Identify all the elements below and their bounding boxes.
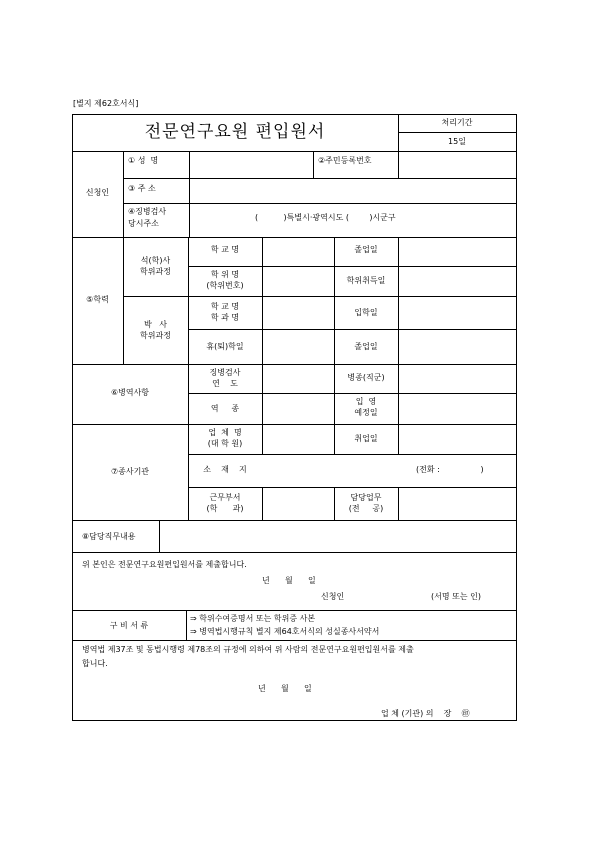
declaration-statement: 위 본인은 전문연구요원편입원서를 제출합니다. <box>82 560 247 569</box>
admission-label: 입학일 <box>354 308 378 317</box>
masters-label-1: 석(학)사 <box>140 256 171 265</box>
service-type-field[interactable] <box>263 394 333 423</box>
draft-address-label-1: ④징병검사 <box>128 207 167 216</box>
doctoral-school-label-2: 학 과 명 <box>210 313 240 322</box>
department-label-1: 근무부서 <box>209 493 241 502</box>
employment-date-label: 취업일 <box>354 434 378 443</box>
documents-label: 구 비 서 류 <box>109 621 149 630</box>
degree-name-label-1: 학 위 명 <box>210 270 240 279</box>
degree-name-label-2: (학위번호) <box>206 281 244 290</box>
department-label-2: (학 과) <box>206 504 244 513</box>
form-title: 전문연구요원 편입원서 <box>144 122 326 142</box>
exam-year-label-1: 징병검사 <box>209 368 241 377</box>
rrn-label: ②주민등록번호 <box>318 156 372 165</box>
service-type-label: 역 종 <box>210 404 240 413</box>
company-name-label-1: 업 체 명 <box>208 428 242 437</box>
masters-graduation-label: 졸업일 <box>354 245 378 254</box>
doctoral-label-1: 박 사 <box>143 320 168 329</box>
masters-graduation-field[interactable] <box>399 238 515 265</box>
exam-year-field[interactable] <box>263 365 333 392</box>
masters-school-field[interactable] <box>263 238 333 265</box>
declaration-applicant-field[interactable] <box>350 589 425 603</box>
duties-field[interactable] <box>160 521 515 551</box>
legal-line-2: 합니다. <box>82 659 108 668</box>
legal-signer: 업 체 (기관) 의 장 ㊞ <box>381 709 470 718</box>
phone-label: (전화 : ) <box>416 465 484 474</box>
draft-address-field[interactable]: ( )특별시·광역시도 ( )시군구 <box>255 213 396 222</box>
leave-label: 휴(퇴)학일 <box>206 342 244 351</box>
declaration-applicant-label: 신청인 <box>321 592 345 601</box>
degree-date-field[interactable] <box>399 267 515 295</box>
legal-line-1: 병역법 제37조 및 동법시행령 제78조의 규정에 의하여 위 사람의 전문연구요원편입원서를 제출 <box>82 645 414 654</box>
name-label: ① 성 명 <box>128 156 159 165</box>
rrn-field[interactable] <box>399 152 515 177</box>
doctoral-school-field[interactable] <box>263 297 333 328</box>
form-number: [별지 제62호서식] <box>73 99 139 108</box>
enlist-label-1: 입 영 <box>355 397 377 406</box>
document-item-2: ⇒ 병역법시행규칙 별지 제64호서식의 성실종사서약서 <box>190 627 380 636</box>
admission-field[interactable] <box>399 297 515 328</box>
enlist-label-2: 예정일 <box>354 408 378 417</box>
address-label: ③ 주 소 <box>128 184 156 193</box>
category-field[interactable] <box>399 365 515 392</box>
employment-date-field[interactable] <box>399 425 515 453</box>
declaration-date: 년 월 일 <box>262 576 316 585</box>
applicant-group-label: 신청인 <box>85 188 110 197</box>
category-label: 병종(직군) <box>347 373 385 382</box>
duty-label-1: 담당업무 <box>350 493 382 502</box>
duties-label: ⑧담당직무내용 <box>82 532 136 541</box>
education-group-label: ⑤학력 <box>86 295 109 304</box>
location-label: 소 재 지 <box>203 465 247 474</box>
leave-field[interactable] <box>263 330 333 363</box>
duty-label-2: (전 공) <box>348 504 384 513</box>
degree-date-label: 학위취득일 <box>346 276 386 285</box>
masters-label-2: 학위과정 <box>140 267 171 276</box>
signature-label: (서명 또는 인) <box>431 592 481 601</box>
degree-name-field[interactable] <box>263 267 333 295</box>
military-group-label: ⑥병역사항 <box>110 388 150 397</box>
doctoral-school-label-1: 학 교 명 <box>210 302 240 311</box>
duty-field[interactable] <box>399 488 515 519</box>
company-name-field[interactable] <box>263 425 333 453</box>
exam-year-label-2: 연 도 <box>212 379 238 388</box>
doctoral-graduation-field[interactable] <box>399 330 515 363</box>
legal-date: 년 월 일 <box>258 684 312 693</box>
doctoral-label-2: 학위과정 <box>140 331 171 340</box>
name-field[interactable] <box>190 152 312 177</box>
doctoral-graduation-label: 졸업일 <box>354 342 378 351</box>
employer-group-label: ⑦종사기관 <box>110 467 150 476</box>
masters-school-label: 학 교 명 <box>210 245 240 254</box>
processing-label: 처리기간 <box>441 118 473 127</box>
address-field[interactable] <box>190 179 515 202</box>
department-field[interactable] <box>263 488 333 519</box>
processing-value: 15일 <box>448 137 466 146</box>
company-name-label-2: (대 학 원) <box>207 439 243 448</box>
document-item-1: ⇒ 학위수여증명서 또는 학위증 사본 <box>190 614 316 623</box>
enlist-field[interactable] <box>399 394 515 423</box>
draft-address-label-2: 당시주소 <box>128 219 159 228</box>
